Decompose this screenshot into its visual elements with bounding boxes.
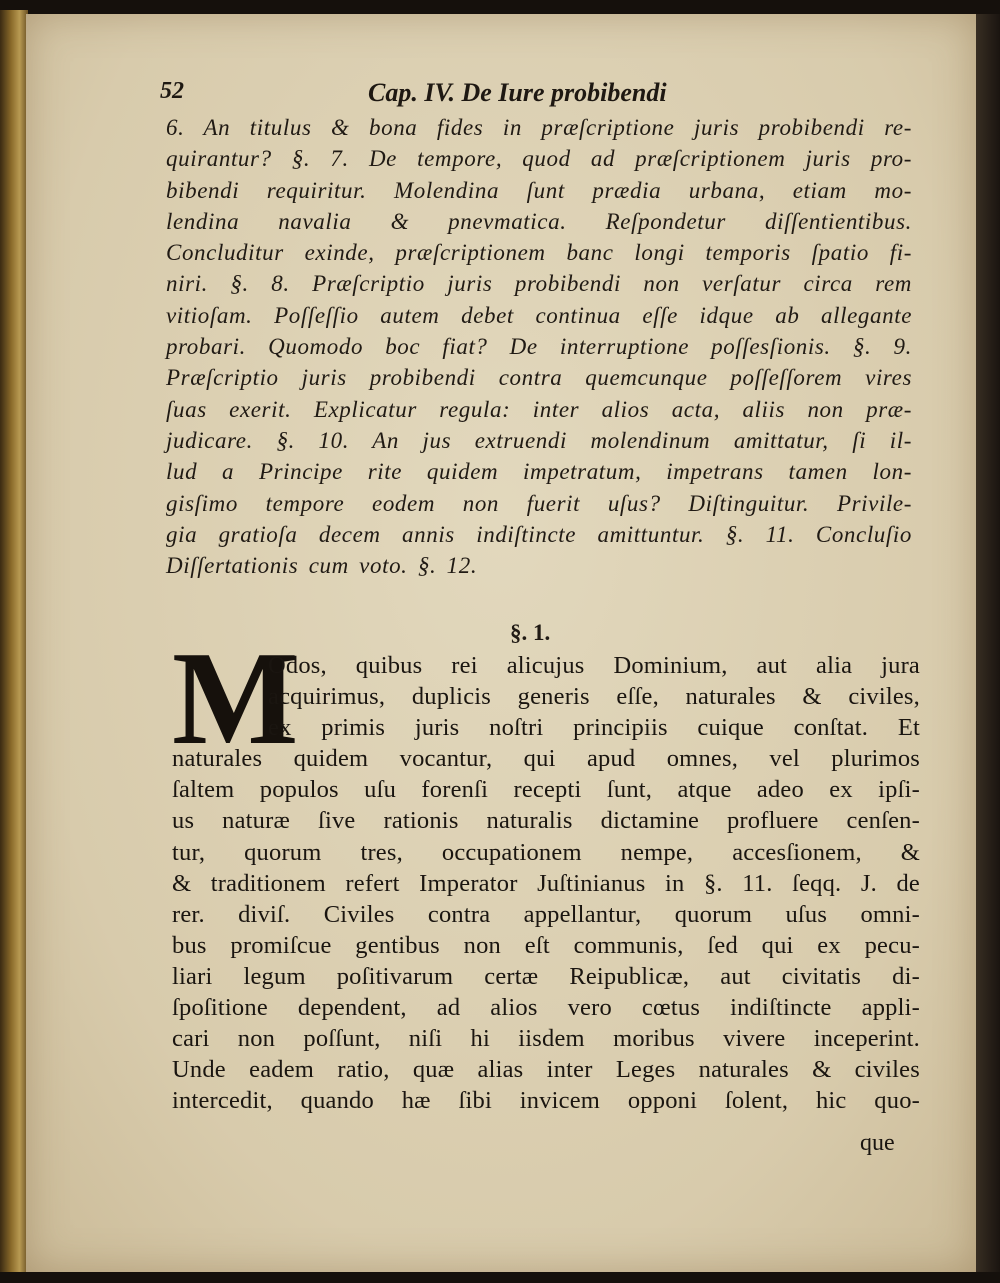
- right-page-edge: [974, 14, 1000, 1272]
- summary-line: 6. An titulus & bona fides in præſcriptione juris probibendi re-: [166, 115, 912, 140]
- page-header: [160, 78, 720, 114]
- body-line: naturales quidem vocantur, qui apud omnes, vel plurimos: [172, 745, 920, 773]
- summary-line: probari. Quomodo boc fiat? De interruptione poſſesſionis. §. 9.: [166, 334, 912, 360]
- summary-line: Concluditur exinde, præſcriptionem banc longi temporis ſpatio fi-: [166, 240, 912, 266]
- summary-line: Diſſertationis cum voto. §. 12.: [166, 553, 478, 579]
- body-line: acquirimus, duplicis generis eſſe, naturales & civiles,: [268, 683, 920, 711]
- summary-line: ſuas exerit. Explicatur regula: inter alios acta, aliis non præ-: [166, 396, 912, 422]
- body-line: ex primis juris noſtri principiis cuique conſtat. Et: [268, 714, 920, 742]
- body-line: & traditionem refert Imperator Juſtinianus in §. 11. ſeqq. J. de: [172, 869, 920, 897]
- summary-line: lendina navalia & pnevmatica. Reſpondetur diſſentientibus.: [166, 208, 912, 234]
- section-heading: §. 1.: [510, 620, 551, 645]
- summary-line: Præſcriptio juris probibendi contra quemcunque poſſeſſorem vires: [166, 365, 912, 391]
- summary-line: gia gratioſa decem annis indiſtincte amittuntur. §. 11. Concluſio: [166, 521, 912, 547]
- summary-line: gisſimo tempore eodem non fuerit uſus? Diſtinguitur. Privile-: [166, 490, 912, 516]
- body-line: rer. diviſ. Civiles contra appellantur, quorum uſus omni-: [172, 900, 920, 928]
- summary-line: quirantur? §. 7. De tempore, quod ad præſcriptionem juris pro-: [166, 146, 912, 172]
- summary-line: niri. §. 8. Præſcriptio juris probibendi non verſatur circa rem: [166, 271, 912, 297]
- body-line: us naturæ ſive rationis naturalis dictamine profluere cenſen-: [172, 807, 920, 835]
- summary-line: vitioſam. Poſſeſſio autem debet continua eſſe idque ab allegante: [166, 302, 912, 328]
- summary-line: judicare. §. 10. An jus extruendi molendinum amittatur, ſi il-: [166, 427, 912, 453]
- chapter-summary: [166, 112, 912, 581]
- book-spine: [0, 10, 28, 1272]
- body-line: Unde eadem ratio, quæ alias inter Leges naturales & civiles: [172, 1056, 920, 1084]
- section-body: [172, 624, 920, 1116]
- catchword: que: [860, 1130, 895, 1156]
- summary-line: bibendi requiritur. Molendina ſunt prædia urbana, etiam mo-: [166, 177, 912, 203]
- body-line: ſpoſitione dependent, ad alios vero cœtus indiſtincte appli-: [172, 994, 920, 1022]
- body-line: liari legum poſitivarum certæ Reipublicæ, aut civitatis di-: [172, 962, 920, 990]
- summary-line: lud a Principe rite quidem impetratum, impetrans tamen lon-: [166, 459, 912, 485]
- body-line: bus promiſcue gentibus non eſt communis, ſed qui ex pecu-: [172, 931, 920, 959]
- body-line: Odos, quibus rei alicujus Dominium, aut alia jura: [268, 652, 920, 679]
- body-line: intercedit, quando hæ ſibi invicem opponi ſolent, hic quo-: [172, 1087, 920, 1115]
- body-line: ſaltem populos uſu forenſi recepti ſunt, atque adeo ex ipſi-: [172, 776, 920, 804]
- body-line: tur, quorum tres, occupationem nempe, accesſionem, &: [172, 838, 920, 866]
- body-line: cari non poſſunt, niſi hi iisdem moribus vivere inceperint.: [172, 1025, 920, 1053]
- drop-capital: M: [172, 624, 299, 772]
- page-number: 52: [160, 78, 184, 104]
- running-title: Cap. IV. De Iure probibendi: [368, 78, 667, 107]
